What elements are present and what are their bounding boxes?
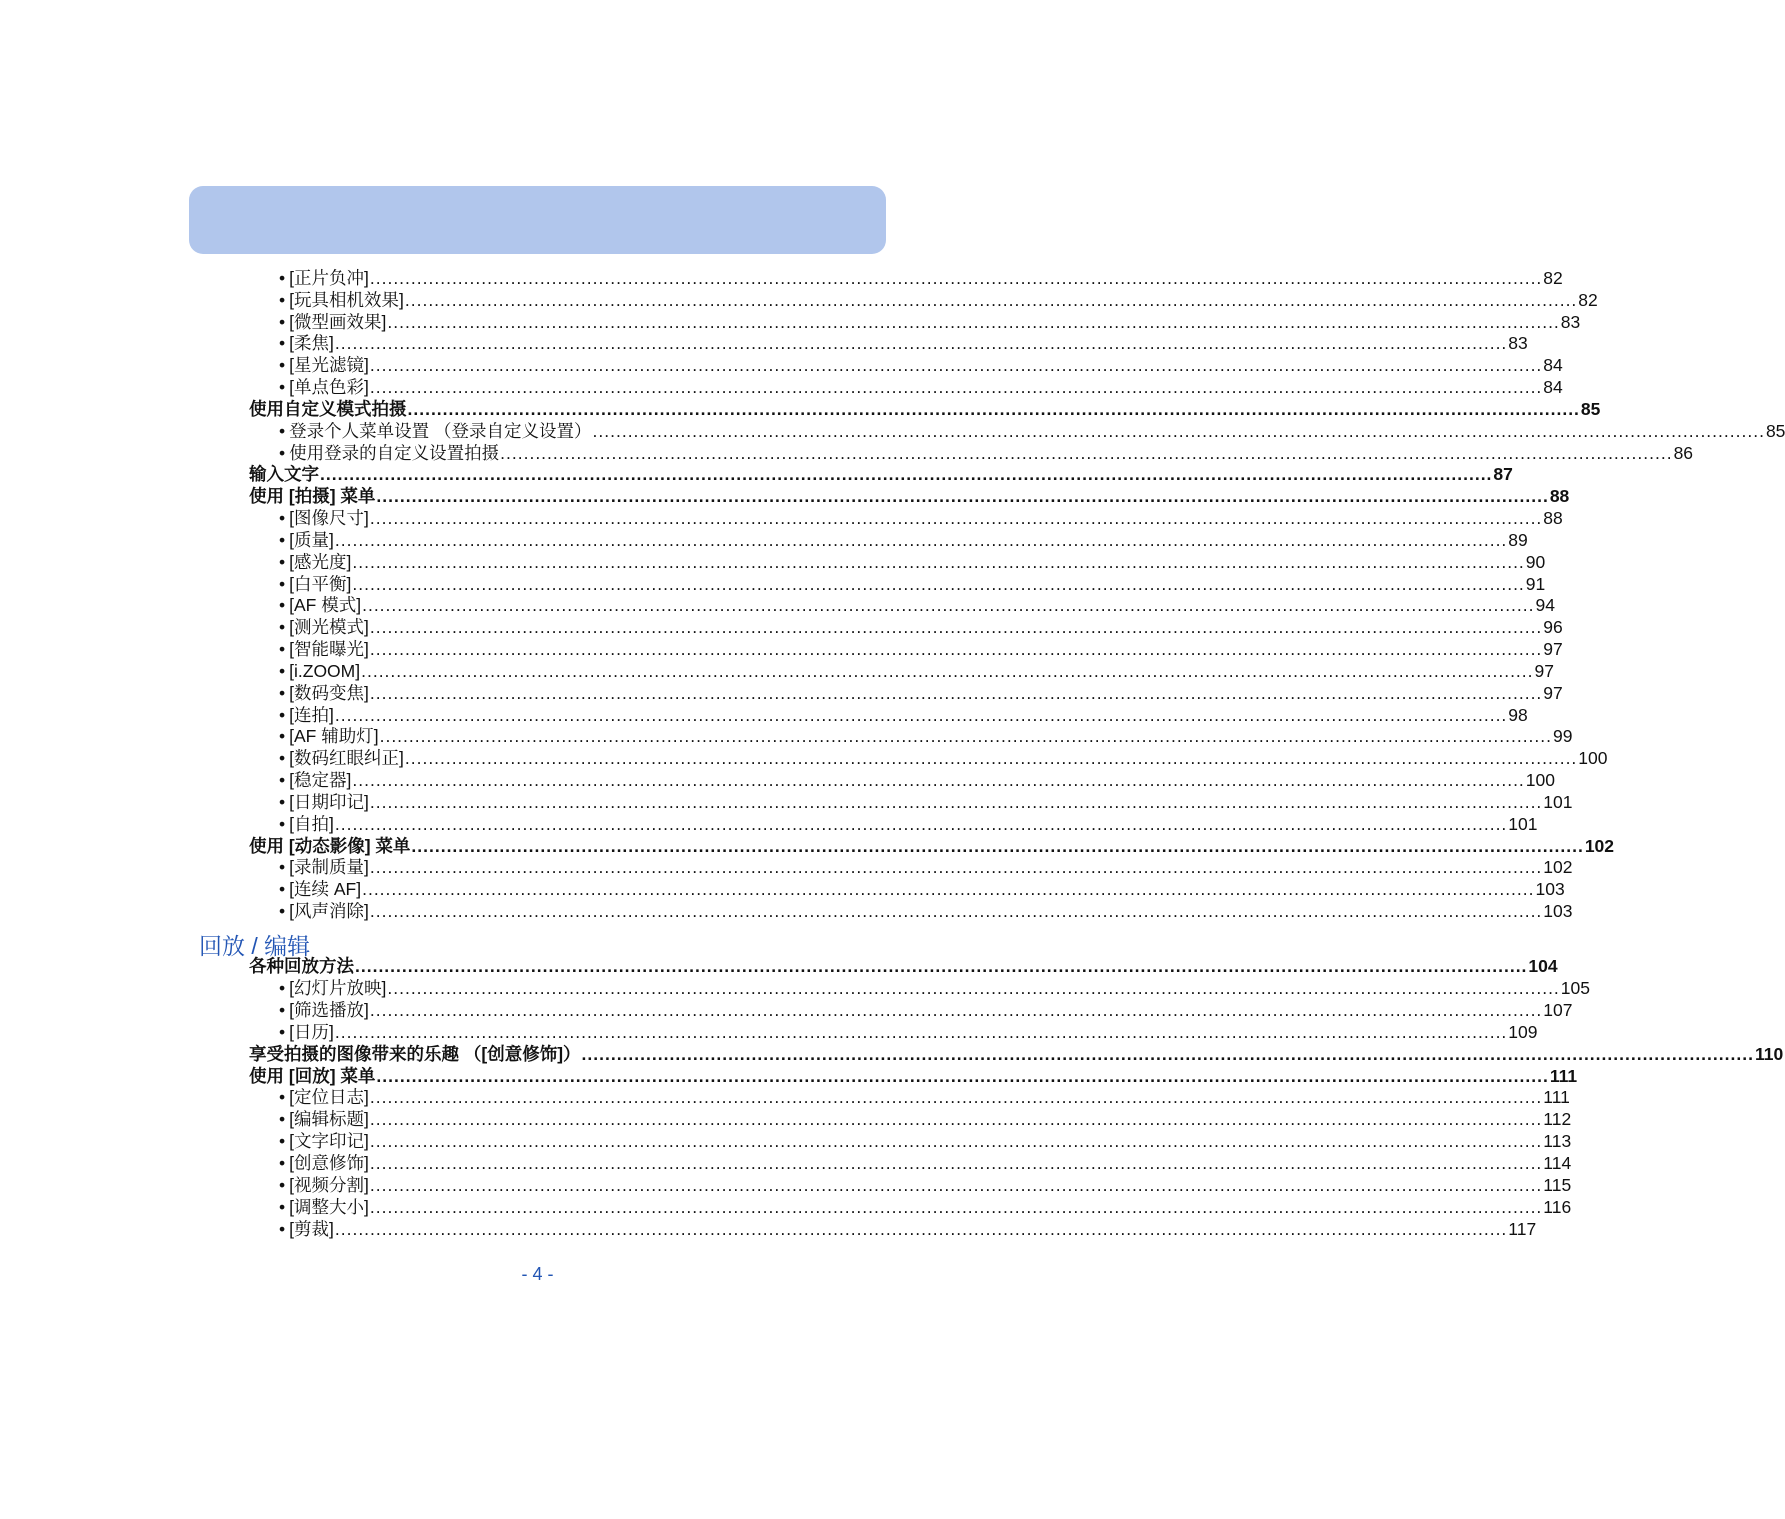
toc-page-number: 97 — [1543, 682, 1563, 703]
bullet-icon: • — [279, 999, 286, 1020]
toc-entry[interactable] — [249, 462, 1513, 485]
dot-leader: ........................................................................................................................................................................................................ — [369, 1153, 1543, 1174]
bullet-icon: • — [279, 901, 286, 922]
dot-leader: ........................................................................................................................................................................................................ — [387, 311, 1560, 332]
toc-subentry[interactable] — [279, 976, 1590, 998]
toc-label: [调整大小] — [289, 1196, 369, 1217]
dot-leader: ........................................................................................................................................................................................................ — [369, 901, 1543, 922]
dot-leader: ........................................................................................................................................................................................................ — [387, 977, 1560, 998]
dot-leader: ........................................................................................................................................................................................................ — [369, 268, 1543, 288]
toc-subentry[interactable] — [279, 703, 1528, 725]
toc-page-number: 114 — [1543, 1153, 1572, 1174]
bullet-icon: • — [279, 977, 286, 998]
toc-label: [柔焦] — [289, 333, 334, 354]
toc-page-number: 102 — [1543, 857, 1573, 878]
toc-subentry[interactable] — [279, 266, 1563, 288]
toc-subentry[interactable] — [279, 1107, 1572, 1130]
bullet-icon: • — [279, 420, 286, 441]
dot-leader: ........................................................................................................................................................................................................ — [369, 639, 1543, 660]
toc-subentry[interactable] — [279, 375, 1563, 398]
toc-label: [AF 辅助灯] — [289, 726, 379, 747]
dot-leader: ........................................................................................................................................................................................................ — [369, 1109, 1543, 1130]
toc-page-number: 85 — [1765, 420, 1785, 441]
toc-page-number: 84 — [1543, 355, 1563, 376]
toc-label: [定位日志] — [289, 1087, 369, 1108]
dot-leader: ........................................................................................................................................................................................................ — [355, 956, 1528, 976]
toc-label: [剪裁] — [289, 1218, 334, 1239]
toc-subentry[interactable] — [279, 1173, 1572, 1195]
toc-label: [连续 AF] — [289, 879, 362, 900]
toc-page-number: 91 — [1525, 573, 1546, 594]
bullet-icon: • — [279, 726, 286, 747]
toc-label: [测光模式] — [289, 617, 369, 638]
toc-page-number: 86 — [1673, 442, 1694, 463]
toc-subentry[interactable] — [279, 1129, 1572, 1152]
dot-leader: ........................................................................................................................................................................................................ — [404, 748, 1578, 769]
toc-subentry[interactable] — [279, 681, 1563, 703]
toc-page-number: 104 — [1528, 956, 1558, 976]
bullet-icon: • — [279, 355, 286, 376]
dot-leader: ........................................................................................................................................................................................................ — [369, 1196, 1543, 1217]
toc-subentry[interactable] — [279, 528, 1528, 550]
dot-leader: ........................................................................................................................................................................................................ — [500, 442, 1673, 463]
bullet-icon: • — [279, 1196, 286, 1217]
toc-subentry[interactable] — [279, 1151, 1572, 1174]
toc-label: [编辑标题] — [289, 1109, 369, 1130]
toc-page-number: 83 — [1560, 311, 1581, 332]
toc-label: [数码变焦] — [289, 682, 369, 703]
dot-leader: ........................................................................................................................................................................................................ — [369, 682, 1543, 703]
bullet-icon: • — [279, 508, 286, 529]
dot-leader: ........................................................................................................................................................................................................ — [411, 835, 1584, 856]
dot-leader: ........................................................................................................................................................................................................ — [369, 508, 1543, 529]
toc-entry[interactable] — [249, 1064, 1578, 1086]
dot-leader: ........................................................................................................................................................................................................ — [369, 999, 1543, 1020]
dot-leader: ........................................................................................................................................................................................................ — [334, 704, 1508, 725]
dot-leader: ........................................................................................................................................................................................................ — [320, 464, 1493, 485]
toc-label: [单点色彩] — [289, 377, 369, 398]
toc-label: [筛选播放] — [289, 999, 369, 1020]
toc-subentry[interactable] — [279, 790, 1573, 812]
toc-page-number: 103 — [1535, 879, 1565, 900]
dot-leader: ........................................................................................................................................................................................................ — [581, 1043, 1754, 1064]
toc-subentry[interactable] — [279, 877, 1565, 900]
toc-page-number: 105 — [1560, 977, 1590, 998]
toc-subentry[interactable] — [279, 572, 1546, 594]
toc-label: 使用 [回放] 菜单 — [249, 1065, 376, 1086]
toc-page-number: 103 — [1543, 901, 1573, 922]
toc-page-number: 82 — [1578, 289, 1598, 310]
toc-label: [创意修饰] — [289, 1153, 369, 1174]
toc-subentry[interactable] — [279, 593, 1555, 616]
dot-leader: ........................................................................................................................................................................................................ — [369, 1087, 1543, 1108]
toc-page-number: 100 — [1525, 770, 1555, 791]
toc-label: [文字印记] — [289, 1131, 369, 1152]
bullet-icon: • — [279, 770, 286, 791]
header-bar — [189, 186, 886, 254]
toc-page-number: 110 — [1754, 1043, 1784, 1064]
toc-entry[interactable] — [249, 954, 1558, 976]
toc-page-number: 112 — [1543, 1109, 1572, 1130]
dot-leader: ........................................................................................................................................................................................................ — [362, 595, 1535, 616]
bullet-icon: • — [279, 1109, 286, 1130]
toc-page-number: 90 — [1525, 551, 1546, 572]
toc-page-number: 99 — [1553, 726, 1573, 747]
dot-leader: ........................................................................................................................................................................................................ — [379, 726, 1553, 747]
toc-page-number: 88 — [1543, 508, 1563, 529]
toc-subentry[interactable] — [279, 724, 1573, 747]
bullet-icon: • — [279, 551, 286, 572]
toc-label: [图像尺寸] — [289, 508, 369, 529]
bullet-icon: • — [279, 1153, 286, 1174]
bullet-icon: • — [279, 879, 286, 900]
bullet-icon: • — [279, 617, 286, 638]
bullet-icon: • — [279, 442, 286, 463]
toc-page-number: 101 — [1543, 791, 1573, 812]
dot-leader: ........................................................................................................................................................................................................ — [334, 813, 1508, 834]
toc-label: [感光度] — [289, 551, 352, 572]
toc-page-number: 94 — [1535, 595, 1555, 616]
toc-page-number: 84 — [1543, 377, 1563, 398]
dot-leader: ........................................................................................................................................................................................................ — [369, 377, 1543, 398]
toc-page-number: 97 — [1534, 660, 1554, 681]
toc-subentry[interactable] — [279, 550, 1546, 572]
dot-leader: ........................................................................................................................................................................................................ — [334, 1021, 1508, 1042]
bullet-icon: • — [279, 595, 286, 616]
bullet-icon: • — [279, 857, 286, 878]
toc-page-number: 113 — [1543, 1131, 1572, 1152]
toc-subentry[interactable] — [279, 1020, 1538, 1042]
toc-label: [幻灯片放映] — [289, 977, 387, 998]
toc-label: 使用 [动态影像] 菜单 — [249, 835, 411, 856]
bullet-icon: • — [279, 1131, 286, 1152]
dot-leader: ........................................................................................................................................................................................................ — [407, 398, 1580, 419]
bullet-icon: • — [279, 268, 286, 288]
toc-label: [连拍] — [289, 704, 334, 725]
toc-entry[interactable] — [249, 834, 1615, 856]
bullet-icon: • — [279, 1175, 286, 1195]
toc-label: [视频分割] — [289, 1175, 369, 1195]
toc-subentry[interactable] — [279, 659, 1554, 681]
bullet-icon: • — [279, 748, 286, 769]
toc-subentry[interactable] — [279, 637, 1563, 660]
toc-page-number: 111 — [1549, 1065, 1578, 1086]
toc-label: [AF 模式] — [289, 595, 362, 616]
toc-label: [风声消除] — [289, 901, 369, 922]
toc-page-number: 98 — [1508, 704, 1528, 725]
toc-page-number: 117 — [1508, 1218, 1537, 1239]
dot-leader: ........................................................................................................................................................................................................ — [369, 355, 1543, 376]
toc-page-number: 83 — [1508, 333, 1528, 354]
dot-leader: ........................................................................................................................................................................................................ — [376, 1065, 1549, 1086]
toc-label: 各种回放方法 — [249, 956, 354, 976]
toc-subentry[interactable] — [279, 288, 1598, 310]
toc-page-number: 82 — [1543, 268, 1563, 288]
bullet-icon: • — [279, 704, 286, 725]
dot-leader: ........................................................................................................................................................................................................ — [369, 791, 1543, 812]
bullet-icon: • — [279, 813, 286, 834]
toc-label: [智能曝光] — [289, 639, 369, 660]
toc-label: [i.ZOOM] — [289, 660, 361, 681]
bullet-icon: • — [279, 682, 286, 703]
dot-leader: ........................................................................................................................................................................................................ — [369, 1131, 1543, 1152]
toc-subentry[interactable] — [279, 812, 1538, 834]
toc-subentry[interactable] — [279, 855, 1573, 878]
toc-page-number: 87 — [1493, 464, 1513, 485]
dot-leader: ........................................................................................................................................................................................................ — [369, 617, 1543, 638]
toc-subentry[interactable] — [279, 353, 1563, 376]
toc-label: 使用自定义模式拍摄 — [249, 398, 407, 419]
bullet-icon: • — [279, 289, 286, 310]
bullet-icon: • — [279, 311, 286, 332]
dot-leader: ........................................................................................................................................................................................................ — [404, 289, 1578, 310]
toc-subentry[interactable] — [279, 615, 1563, 638]
toc-label: 使用登录的自定义设置拍摄 — [289, 442, 500, 463]
page-number: - 4 - — [521, 1264, 554, 1284]
toc-label: [白平衡] — [289, 573, 352, 594]
bullet-icon: • — [279, 660, 286, 681]
bullet-icon: • — [279, 639, 286, 660]
bullet-icon: • — [279, 791, 286, 812]
toc-subentry[interactable] — [279, 1085, 1570, 1108]
toc-entry[interactable] — [249, 484, 1570, 507]
toc-label: [正片负冲] — [289, 268, 369, 288]
toc-page-number: 115 — [1543, 1175, 1572, 1195]
toc-label: 使用 [拍摄] 菜单 — [249, 486, 376, 507]
toc-page-number: 100 — [1578, 748, 1608, 769]
toc-label: [稳定器] — [289, 770, 352, 791]
toc-page-number: 111 — [1543, 1087, 1570, 1108]
bullet-icon: • — [279, 529, 286, 550]
bullet-icon: • — [279, 1087, 286, 1108]
bullet-icon: • — [279, 1218, 286, 1239]
dot-leader: ........................................................................................................................................................................................................ — [592, 420, 1765, 441]
dot-leader: ........................................................................................................................................................................................................ — [352, 551, 1525, 572]
toc-subentry[interactable] — [279, 768, 1555, 791]
toc-label: [自拍] — [289, 813, 334, 834]
toc-subentry[interactable] — [279, 1217, 1537, 1239]
bullet-icon: • — [279, 333, 286, 354]
toc-page-number: 96 — [1543, 617, 1563, 638]
toc-subentry[interactable] — [279, 506, 1563, 529]
dot-leader: ........................................................................................................................................................................................................ — [361, 660, 1534, 681]
toc-label: [数码红眼纠正] — [289, 748, 404, 769]
toc-entry[interactable] — [249, 397, 1601, 419]
toc-page-number: 109 — [1508, 1021, 1538, 1042]
toc-subentry[interactable] — [279, 1195, 1572, 1217]
toc-label: [星光滤镜] — [289, 355, 369, 376]
toc-label: [日历] — [289, 1021, 334, 1042]
toc-page-number: 102 — [1584, 835, 1615, 856]
bullet-icon: • — [279, 573, 286, 594]
toc-subentry[interactable] — [279, 998, 1573, 1020]
toc-label: 输入文字 — [249, 464, 319, 485]
dot-leader: ........................................................................................................................................................................................................ — [362, 879, 1535, 900]
toc-page-number: 89 — [1508, 529, 1528, 550]
toc-subentry[interactable] — [279, 331, 1528, 354]
toc-subentry[interactable] — [279, 310, 1581, 332]
toc-label: [微型画效果] — [289, 311, 387, 332]
dot-leader: ........................................................................................................................................................................................................ — [352, 573, 1525, 594]
dot-leader: ........................................................................................................................................................................................................ — [376, 486, 1549, 507]
toc-label: 登录个人菜单设置 （登录自定义设置） — [289, 420, 592, 441]
dot-leader: ........................................................................................................................................................................................................ — [352, 770, 1525, 791]
dot-leader: ........................................................................................................................................................................................................ — [369, 857, 1543, 878]
toc-page-number: 88 — [1549, 486, 1570, 507]
dot-leader: ........................................................................................................................................................................................................ — [334, 1218, 1508, 1239]
section-title: 回放 / 编辑 — [199, 933, 311, 959]
toc-label: [玩具相机效果] — [289, 289, 404, 310]
toc-subentry[interactable] — [279, 746, 1608, 769]
toc-label: [录制质量] — [289, 857, 369, 878]
toc-subentry[interactable] — [279, 899, 1573, 922]
bullet-icon: • — [279, 377, 286, 398]
toc-label: [日期印记] — [289, 791, 369, 812]
toc-page-number: 116 — [1543, 1196, 1572, 1217]
toc-entry[interactable] — [249, 1042, 1784, 1064]
toc-page-number: 107 — [1543, 999, 1573, 1020]
toc-label: [质量] — [289, 529, 334, 550]
toc-page-number: 97 — [1543, 639, 1563, 660]
toc-subentry[interactable] — [279, 419, 1785, 441]
toc-page-number: 101 — [1508, 813, 1538, 834]
toc-label: 享受拍摄的图像带来的乐趣 （[创意修饰]） — [249, 1043, 581, 1064]
dot-leader: ........................................................................................................................................................................................................ — [334, 333, 1508, 354]
bullet-icon: • — [279, 1021, 286, 1042]
dot-leader: ........................................................................................................................................................................................................ — [334, 529, 1508, 550]
toc-subentry[interactable] — [279, 441, 1694, 463]
toc-page-number: 85 — [1580, 398, 1601, 419]
dot-leader: ........................................................................................................................................................................................................ — [369, 1175, 1543, 1195]
